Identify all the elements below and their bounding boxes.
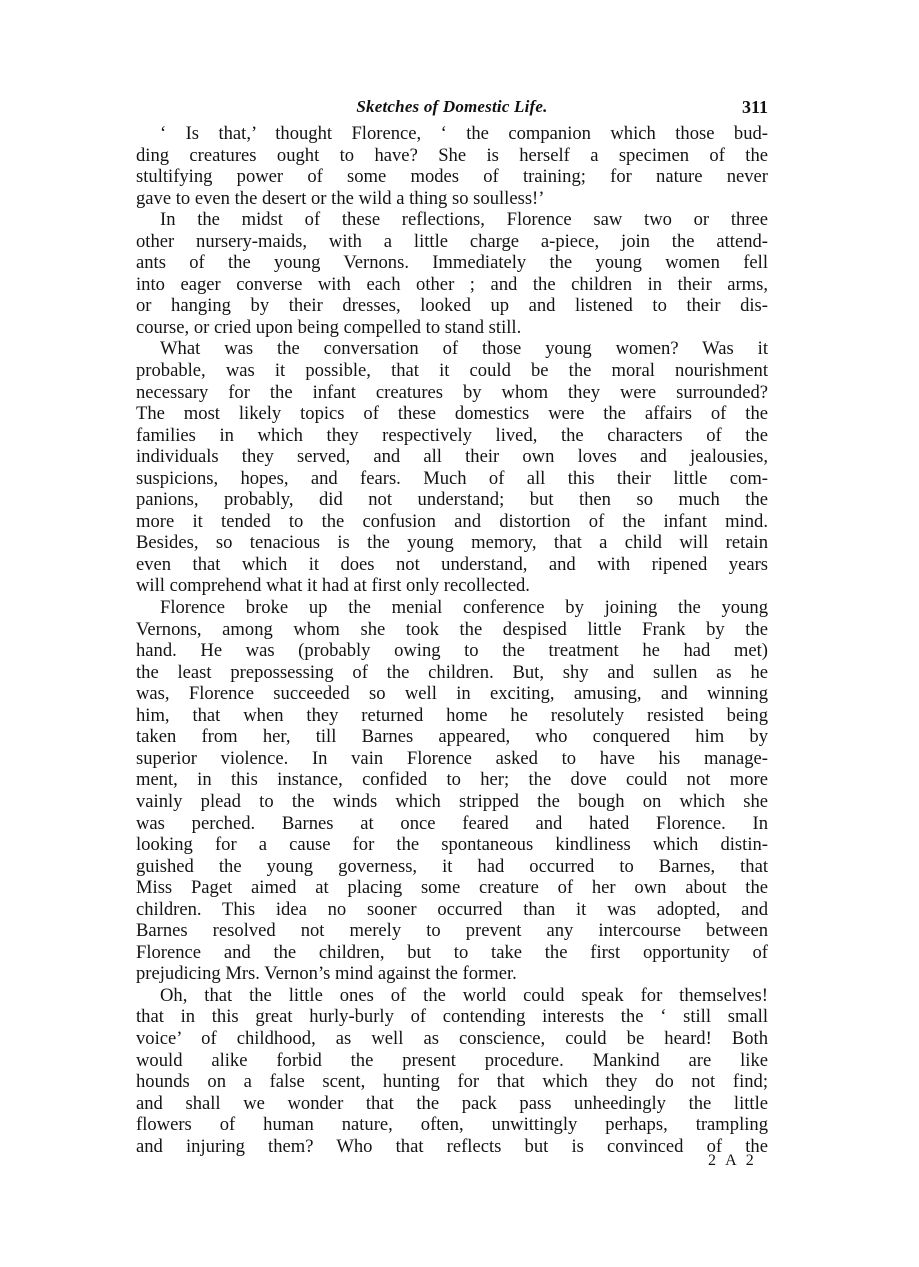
text-line: ants of the young Vernons. Immediately the young women fell <box>136 252 768 274</box>
running-title: Sketches of Domestic Life. <box>356 97 548 116</box>
paragraph <box>136 123 768 209</box>
text-line: suspicions, hopes, and fears. Much of all this their little com- <box>136 467 768 489</box>
text-line: voice’ of childhood, as well as conscience, could be heard! Both <box>136 1027 768 1049</box>
text-line: more it tended to the confusion and distortion of the infant mind. <box>136 510 768 532</box>
text-line: into eager converse with each other ; and the children in their arms, <box>136 273 768 295</box>
text-line: even that which it does not understand, and with ripened years <box>136 553 768 575</box>
text-line: ‘ Is that,’ thought Florence, ‘ the companion which those bud- <box>160 123 768 144</box>
paragraph <box>136 209 768 338</box>
text-line: ding creatures ought to have? She is herself a specimen of the <box>136 144 768 166</box>
text-line: individuals they served, and all their own loves and jealousies, <box>136 446 768 468</box>
text-line: the least prepossessing of the children. But, shy and sullen as he <box>136 661 768 683</box>
text-line: course, or cried upon being compelled to stand still. <box>136 316 522 338</box>
text-line: other nursery-maids, with a little charge a-piece, join the attend- <box>136 230 768 252</box>
text-line: The most likely topics of these domestics were the affairs of the <box>136 403 768 425</box>
text-line: ment, in this instance, confided to her; the dove could not more <box>136 769 768 791</box>
text-line: looking for a cause for the spontaneous kindliness which distin- <box>136 834 768 856</box>
text-line: Vernons, among whom she took the despised little Frank by the <box>136 618 768 640</box>
text-line: would alike forbid the present procedure. Mankind are like <box>136 1049 768 1071</box>
text-line: superior violence. In vain Florence asked to have his manage- <box>136 747 768 769</box>
text-line: Miss Paget aimed at placing some creature of her own about the <box>136 877 768 899</box>
text-line: stultifying power of some modes of training; for nature never <box>136 166 768 188</box>
text-line: necessary for the infant creatures by whom they were surrounded? <box>136 381 768 403</box>
text-line: flowers of human nature, often, unwittingly perhaps, trampling <box>136 1114 768 1136</box>
page-number: 311 <box>741 97 768 117</box>
text-line: children. This idea no sooner occurred than it was adopted, and <box>136 898 768 920</box>
text-line: that in this great hurly-burly of contending interests the ‘ still small <box>136 1006 768 1028</box>
text-line: prejudicing Mrs. Vernon’s mind against the former. <box>136 963 517 985</box>
text-line: Florence and the children, but to take the first opportunity of <box>136 941 768 963</box>
text-line: hand. He was (probably owing to the treatment he had met) <box>136 640 768 662</box>
text-line: What was the conversation of those young women? Was it <box>160 338 768 360</box>
text-line: Besides, so tenacious is the young memory, that a child will retain <box>136 532 768 554</box>
paragraph <box>136 338 768 597</box>
text-line: hounds on a false scent, hunting for that which they do not find; <box>136 1071 768 1093</box>
text-line: Florence broke up the menial conference by joining the young <box>160 597 768 619</box>
text-line: Barnes resolved not merely to prevent any intercourse between <box>136 920 768 942</box>
text-line: was, Florence succeeded so well in exciting, amusing, and winning <box>136 683 768 705</box>
text-line: was perched. Barnes at once feared and hated Florence. In <box>136 812 768 834</box>
text-line: In the midst of these reflections, Florence saw two or three <box>160 209 768 231</box>
text-line: gave to even the desert or the wild a thing so soulless!’ <box>136 187 545 209</box>
text-line: Oh, that the little ones of the world could speak for themselves! <box>160 984 768 1006</box>
text-line: probable, was it possible, that it could be the moral nourishment <box>136 360 768 382</box>
printer-signature-mark: 2 A 2 <box>708 1152 757 1169</box>
text-line: and injuring them? Who that reflects but is convinced of the <box>136 1135 768 1157</box>
text-line: him, that when they returned home he resolutely resisted being <box>136 704 768 726</box>
body-text <box>136 123 768 1157</box>
text-line: taken from her, till Barnes appeared, who conquered him by <box>136 726 768 748</box>
paragraph <box>136 597 768 985</box>
running-head <box>136 97 768 117</box>
text-line: guished the young governess, it had occurred to Barnes, that <box>136 855 768 877</box>
text-line: and shall we wonder that the pack pass unheedingly the little <box>136 1092 768 1114</box>
text-line: families in which they respectively lived, the characters of the <box>136 424 768 446</box>
text-line: or hanging by their dresses, looked up and listened to their dis- <box>136 295 768 317</box>
text-line: panions, probably, did not understand; but then so much the <box>136 489 768 511</box>
paragraph <box>136 985 768 1157</box>
text-line: vainly plead to the winds which stripped the bough on which she <box>136 790 768 812</box>
text-line: will comprehend what it had at first only recollected. <box>136 575 530 597</box>
